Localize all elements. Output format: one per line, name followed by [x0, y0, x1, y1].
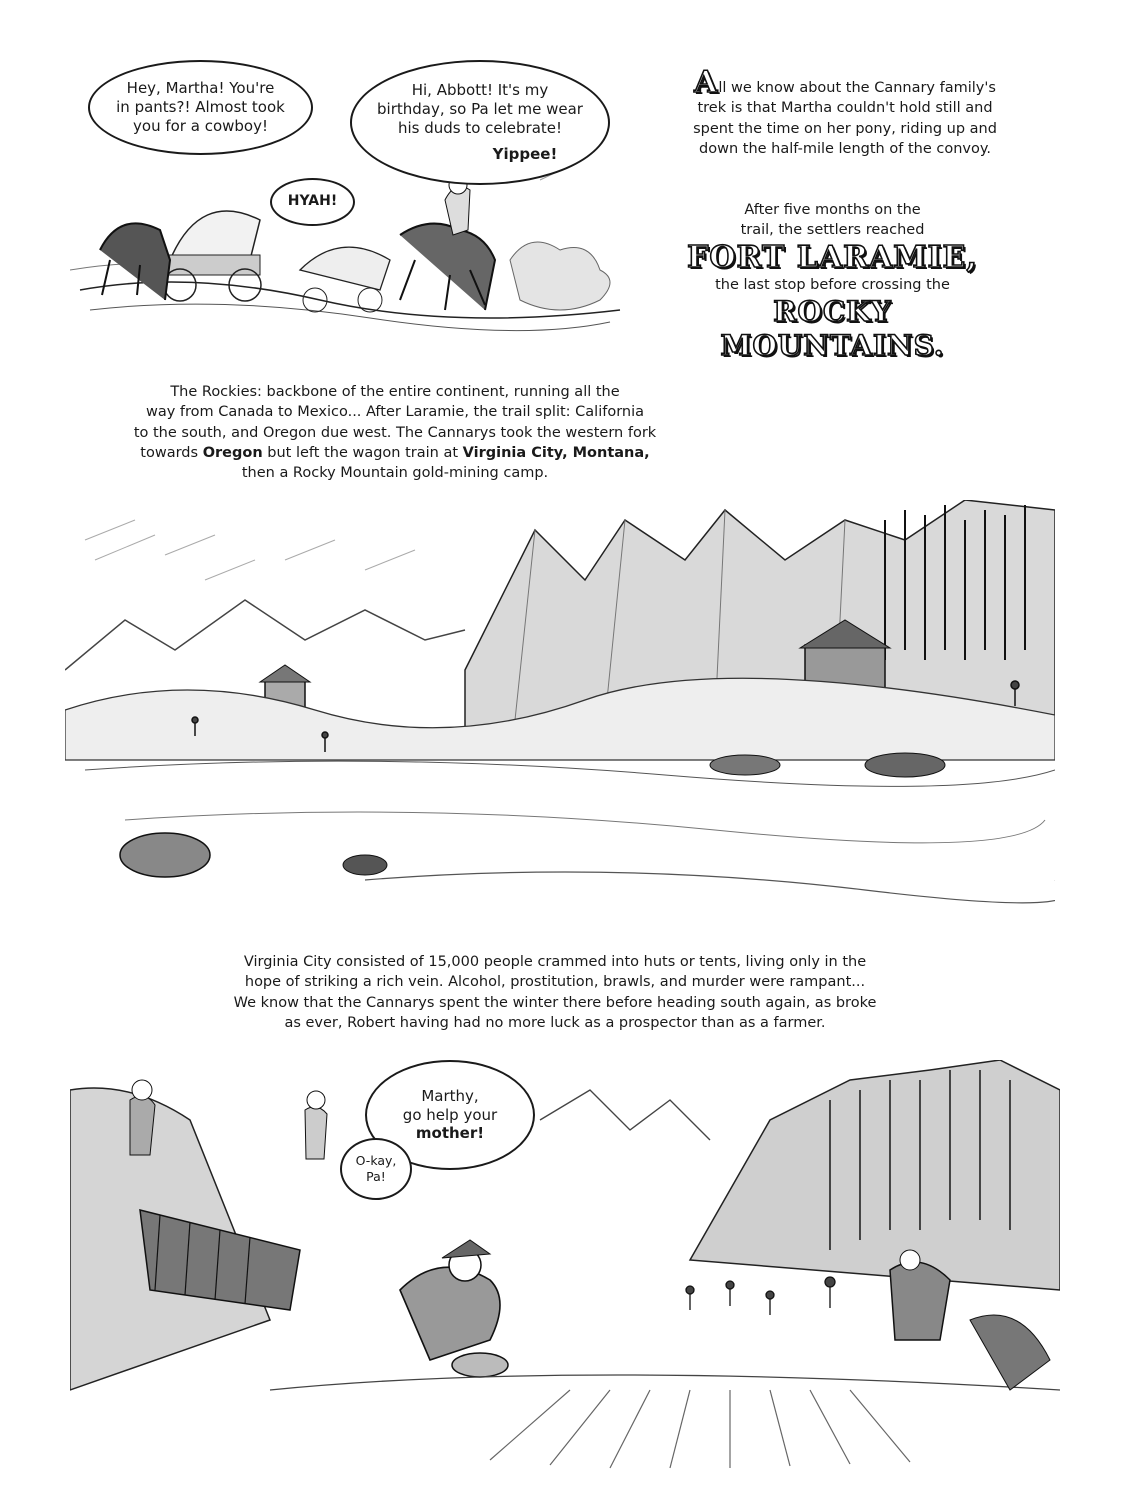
caption-line: We know that the Cannarys spent the winter there before heading south again, as broke [233, 994, 877, 1011]
caption-line: way from Canada to Mexico... After Laramie, the trail split: California [145, 404, 645, 421]
balloon-line: you for a cowboy! [133, 116, 268, 135]
drop-cap: A [694, 65, 719, 100]
balloon-yippee: Yippee! [492, 145, 558, 164]
caption-fort-laramie [660, 200, 1005, 363]
caption-line: then a Rocky Mountain gold-mining camp. [241, 465, 549, 482]
caption-line: the last stop before crossing the [715, 277, 950, 294]
speech-balloon-martha-okay [340, 1138, 412, 1200]
caption-line: trek is that Martha couldn't hold still and [697, 100, 993, 117]
caption-line: as ever, Robert having had no more luck as a prospector than as a farmer. [284, 1014, 826, 1031]
balloon-line: O-kay, [355, 1153, 397, 1169]
title-fort-laramie: FORT LARAMIE, [687, 239, 978, 275]
caption-line: The Rockies: backbone of the entire continent, running all the [170, 384, 620, 400]
caption-line: Virginia City consisted of 15,000 people crammed into huts or tents, living only in the [243, 954, 867, 970]
balloon-line: birthday, so Pa let me wear [377, 99, 583, 118]
balloon-line: Pa! [366, 1169, 386, 1184]
panel-wagon-train [70, 60, 630, 360]
caption-virginia-city [205, 952, 905, 1033]
mountain-landscape-illustration [65, 500, 1055, 920]
caption-rockies [130, 382, 660, 483]
panel-rocky-mountains [65, 500, 1055, 920]
title-rocky-mountains: ROCKY MOUNTAINS. [720, 295, 945, 362]
speech-balloon-hyah: HYAH! [270, 178, 355, 226]
balloon-line: Hi, Abbott! It's my [411, 81, 549, 99]
balloon-line: Hey, Martha! You're [126, 79, 275, 98]
speech-balloon-martha [350, 60, 610, 185]
balloon-line-bold: mother! [415, 1124, 485, 1143]
caption-line: All we know about the Cannary family's [694, 65, 996, 100]
caption-line: to the south, and Oregon due west. The Cannarys took the western fork [133, 424, 657, 441]
caption-trek [665, 65, 1025, 159]
caption-line: spent the time on her pony, riding up and [693, 120, 997, 137]
speech-balloon-abbott [88, 60, 313, 155]
caption-line: down the half-mile length of the convoy. [699, 140, 991, 157]
caption-line: After five months on the [744, 202, 921, 218]
balloon-line: his duds to celebrate! [397, 118, 563, 137]
mining-camp-illustration [70, 1060, 1060, 1470]
caption-line: trail, the settlers reached [740, 222, 925, 239]
balloon-line: Marthy, [421, 1086, 479, 1105]
balloon-line: in pants?! Almost took [116, 98, 285, 117]
caption-line: towards Oregon but left the wagon train at Virginia City, Montana, [140, 444, 650, 461]
balloon-line: go help your [402, 1105, 498, 1124]
panel-mining-camp [70, 1060, 1060, 1470]
caption-line: hope of striking a rich vein. Alcohol, prostitution, brawls, and murder were rampant... [244, 974, 866, 991]
